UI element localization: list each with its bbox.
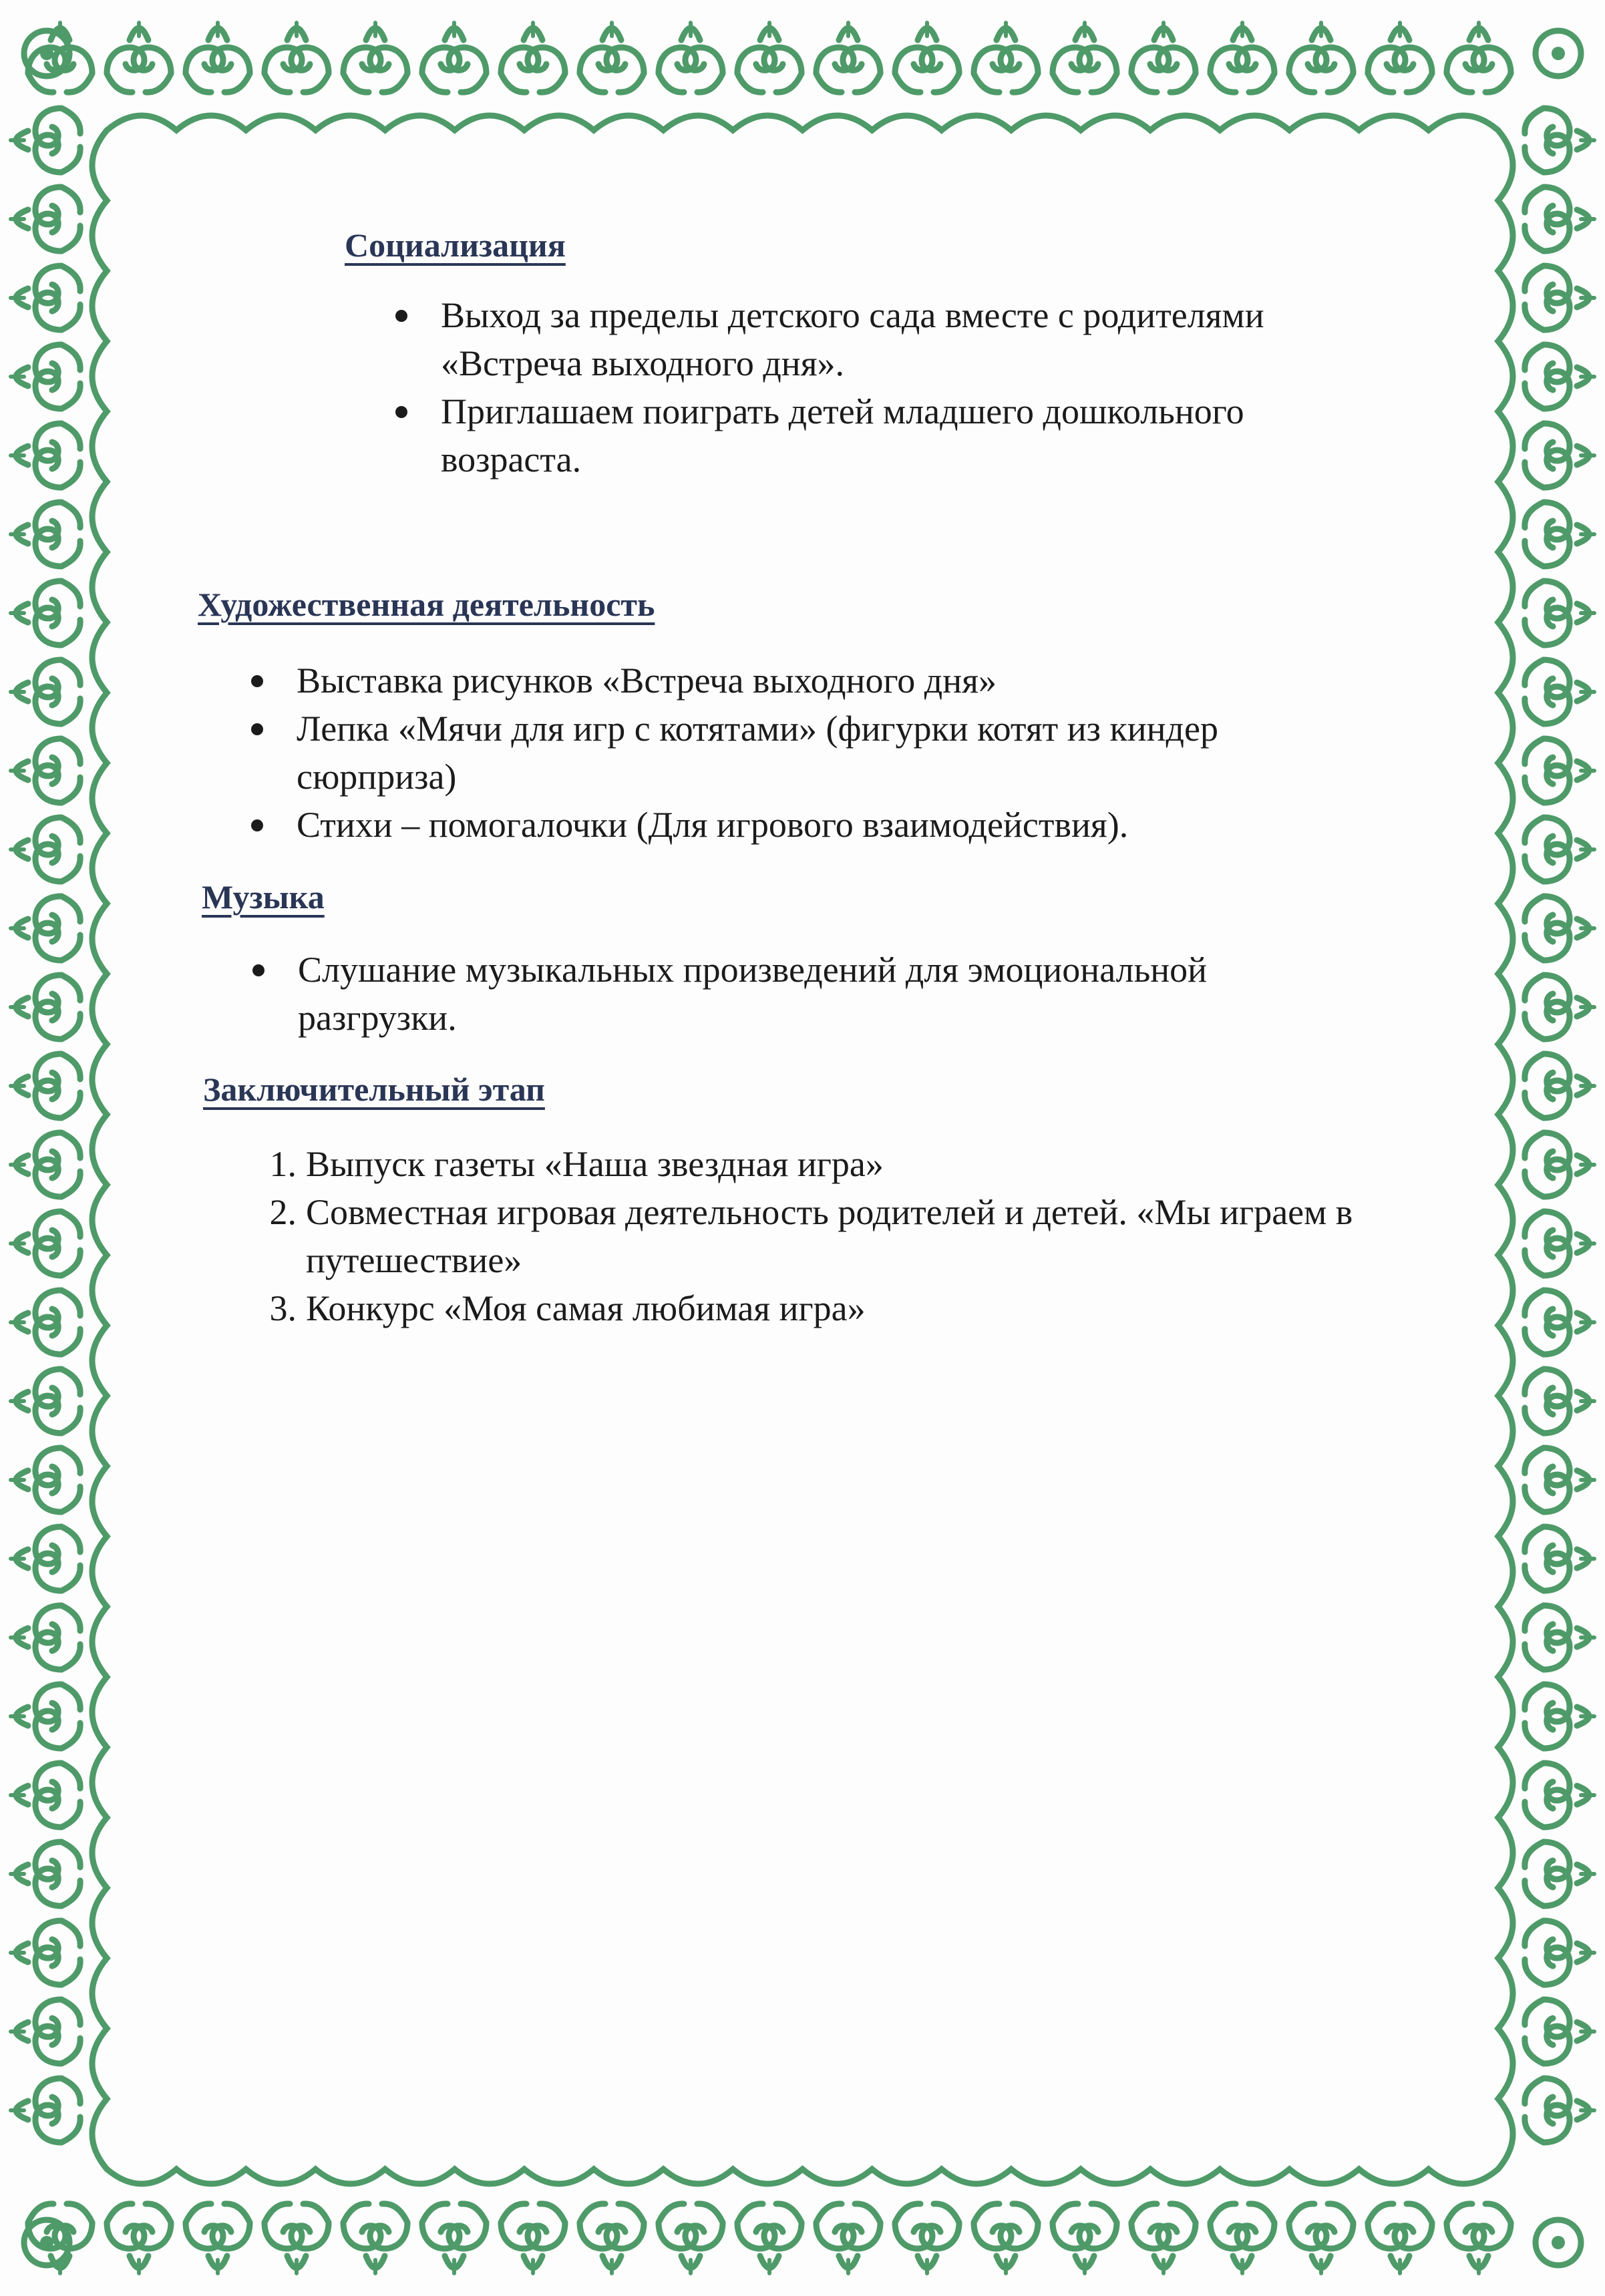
numbered-item — [254, 1140, 1463, 1188]
list-item: Приглашаем поиграть детей младшего дошкольного возраста. — [387, 387, 1376, 484]
heading-socialization: Социализация — [345, 226, 566, 264]
item-number: 2. — [269, 1192, 297, 1232]
numbered-item — [254, 1188, 1463, 1284]
item-text: Выпуск газеты «Наша звездная игра» — [306, 1144, 884, 1184]
list-item: Слушание музыкальных произведений для эмоциональной разгрузки. — [244, 946, 1300, 1042]
list-item: Стихи – помогалочки (Для игрового взаимодействия). — [243, 801, 1332, 849]
list-socialization — [387, 291, 1376, 484]
heading-music: Музыка — [202, 878, 325, 916]
heading-art-activity: Художественная деятельность — [198, 586, 655, 623]
numbered-item — [254, 1284, 1463, 1332]
list-final-stage — [254, 1140, 1463, 1332]
item-number: 1. — [269, 1144, 297, 1184]
heading-final-stage: Заключительный этап — [203, 1071, 545, 1108]
list-item: Выставка рисунков «Встреча выходного дня» — [243, 656, 1332, 705]
item-number: 3. — [269, 1288, 297, 1328]
list-item: Лепка «Мячи для игр с котятами» (фигурки котят из киндер сюрприза) — [243, 705, 1332, 801]
list-art-activity — [243, 656, 1332, 849]
item-text: Совместная игровая деятельность родителей и детей. «Мы играем в путешествие» — [306, 1192, 1353, 1280]
item-text: Конкурс «Моя самая любимая игра» — [306, 1288, 866, 1328]
list-music — [244, 946, 1300, 1042]
list-item: Выход за пределы детского сада вместе с родителями «Встреча выходного дня». — [387, 291, 1376, 387]
